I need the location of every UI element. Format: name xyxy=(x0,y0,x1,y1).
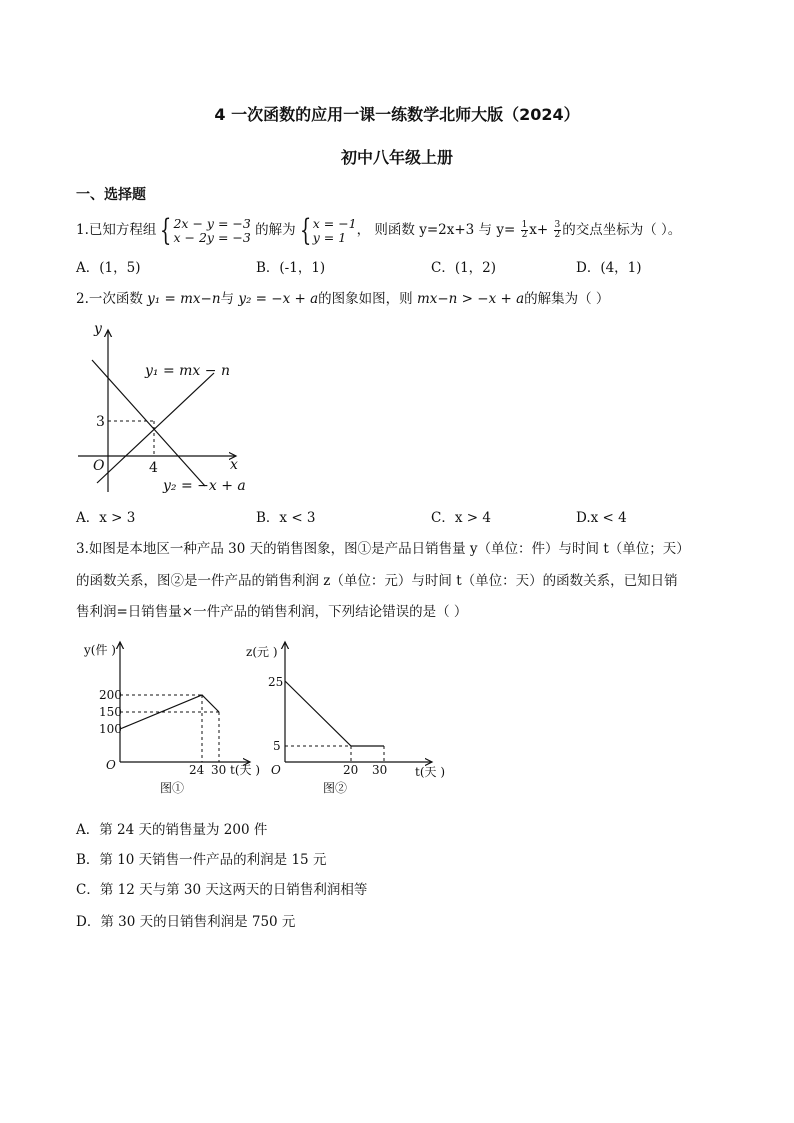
fig2-tick-25: 25 xyxy=(268,675,284,689)
q2-prefix: 2.一次函数 xyxy=(76,291,148,307)
fig1-t-label: t(天 ) xyxy=(230,763,261,777)
page-subtitle: 初中八年级上册 xyxy=(340,148,453,167)
q2-mid-1: 与 xyxy=(220,291,239,307)
q1-equation-2: x − 2y = −3 xyxy=(173,229,251,245)
fig2-tick-5: 5 xyxy=(273,739,281,753)
fraction-denominator: 2 xyxy=(554,230,561,240)
fig1-tick-24: 24 xyxy=(189,763,205,777)
fraction-numerator: 3 xyxy=(554,220,561,230)
fig2-origin: O xyxy=(271,763,281,777)
q3-option-a[interactable]: A．第 24 天的销售量为 200 件 xyxy=(76,822,268,838)
q2-option-b[interactable]: B．x < 3 xyxy=(256,510,316,526)
fig1-origin: O xyxy=(106,758,116,772)
q3-stem-line-3: 售利润=日销售量×一件产品的销售利润，下列结论错误的是（ ） xyxy=(76,604,468,620)
q2-origin-label: O xyxy=(93,458,105,474)
q2-x-axis-label: x xyxy=(230,457,238,473)
fig1-caption: 图① xyxy=(160,781,185,795)
q3-option-c[interactable]: C．第 12 天与第 30 天这两天的日销售利润相等 xyxy=(76,882,368,898)
fig1-tick-100: 100 xyxy=(99,722,122,736)
fig2-tick-20: 20 xyxy=(343,763,359,777)
q1-text-b: x+ xyxy=(529,222,553,238)
brace-symbol: { xyxy=(160,212,172,248)
q1-option-c[interactable]: C．(1，2) xyxy=(431,260,497,276)
q1-solution-x: x = −1 xyxy=(312,215,357,231)
fig1-tick-150: 150 xyxy=(99,705,122,719)
q1-option-d[interactable]: D．(4，1) xyxy=(576,260,642,276)
fig1-y-label: y(件 ) xyxy=(84,643,116,657)
fig2-t-label: t(天 ) xyxy=(415,765,446,779)
q1-option-b[interactable]: B．(-1，1) xyxy=(256,260,326,276)
q1-text-a: ， 则函数 y=2x+3 与 y= xyxy=(356,222,520,238)
fig2-z-label: z(元 ) xyxy=(246,645,278,659)
q2-label-y2: y₂ = −x + a xyxy=(163,478,246,494)
fig1-tick-200: 200 xyxy=(99,688,122,702)
q2-y-axis-label: y xyxy=(94,321,102,337)
q2-option-d[interactable]: D.x < 4 xyxy=(576,510,627,526)
q2-label-y1: y₁ = mx − n xyxy=(145,363,230,379)
fig1-tick-30: 30 xyxy=(211,763,227,777)
fraction-denominator: 2 xyxy=(521,230,528,240)
q2-function-1: y₁ = mx−n xyxy=(147,291,221,307)
q2-tick-x: 4 xyxy=(149,460,158,476)
q1-equation-1: 2x − y = −3 xyxy=(173,215,251,231)
q1-prefix: 1.已知方程组 xyxy=(76,222,157,238)
q2-suffix: 的解集为（ ） xyxy=(524,291,610,307)
fig2-tick-30: 30 xyxy=(372,763,388,777)
fraction-numerator: 1 xyxy=(521,220,528,230)
q3-stem-line-1: 3.如图是本地区一种产品 30 天的销售图象，图①是产品日销售量 y（单位：件）与时间 t（单位；天） xyxy=(76,541,690,557)
fig2-caption: 图② xyxy=(323,781,348,795)
fig2-profit-line xyxy=(285,681,384,746)
q2-function-2: y₂ = −x + a xyxy=(238,291,319,307)
q2-option-c[interactable]: C．x > 4 xyxy=(431,510,491,526)
q1-text-c: 的交点坐标为（ ）。 xyxy=(562,222,682,238)
q1-solution-y: y = 1 xyxy=(312,229,347,245)
q3-option-d[interactable]: D．第 30 天的日销售利润是 750 元 xyxy=(76,914,296,930)
q2-tick-y: 3 xyxy=(96,414,105,430)
q2-option-a[interactable]: A．x > 3 xyxy=(76,510,136,526)
q1-option-a[interactable]: A．(1，5) xyxy=(76,260,141,276)
q1-mid-text: 的解为 xyxy=(255,222,296,238)
section-heading: 一、选择题 xyxy=(76,187,146,203)
q2-inequality: mx−n > −x + a xyxy=(416,291,525,307)
brace-symbol: { xyxy=(299,212,311,248)
q3-stem-line-2: 的函数关系，图②是一件产品的销售利润 z（单位：元）与时间 t（单位：天）的函数关系，已知日销 xyxy=(76,573,678,589)
q3-option-b[interactable]: B．第 10 天销售一件产品的利润是 15 元 xyxy=(76,852,327,868)
q2-mid-2: 的图象如图，则 xyxy=(318,291,417,307)
page-title: 4 一次函数的应用一课一练数学北师大版（2024） xyxy=(214,105,580,124)
